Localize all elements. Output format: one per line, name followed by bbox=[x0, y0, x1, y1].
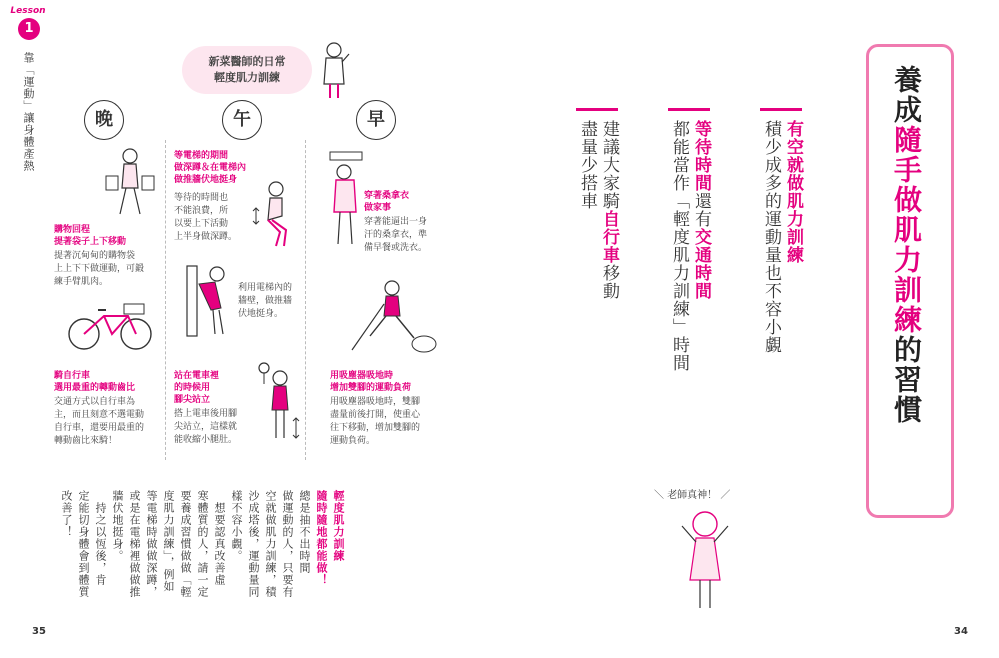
speech-bubble bbox=[182, 46, 312, 94]
essay-line: 寒體質的人，請一定 bbox=[196, 490, 209, 598]
essay bbox=[58, 490, 347, 620]
essay-line: 做運動的人，只要有 bbox=[281, 490, 294, 598]
girl-illustration bbox=[676, 508, 734, 614]
squat-illustration bbox=[250, 180, 296, 252]
noon-marker: 午 bbox=[222, 100, 262, 140]
essay-heading2: 隨時隨地都能做！ bbox=[315, 490, 328, 586]
column-bar bbox=[668, 108, 710, 111]
point1-bold: 有空就做肌力訓練 bbox=[783, 120, 803, 264]
title-box bbox=[866, 44, 954, 518]
divider bbox=[305, 140, 306, 460]
divider bbox=[165, 140, 166, 460]
point3-rest: 移動 bbox=[599, 264, 619, 300]
point-column-1 bbox=[760, 120, 804, 410]
bike-caption: 騎自行車 選用最重的轉動齒比 bbox=[54, 371, 136, 393]
title-highlight: 隨手做肌力訓練 bbox=[890, 125, 923, 335]
doctor-illustration bbox=[316, 40, 352, 102]
sauna-coat-illustration bbox=[326, 150, 366, 250]
elevator-desc: 等待的時間也 不能浪費，所 以要上下活動 上半身做深蹲。 bbox=[174, 193, 238, 242]
essay-line: 要養成習慣做做「輕 bbox=[179, 490, 192, 598]
bicycle-illustration bbox=[66, 296, 154, 352]
title-part1: 養成 bbox=[890, 65, 923, 125]
essay-heading1: 輕度肌力訓練 bbox=[332, 490, 345, 562]
bubble-line2: 輕度肌力訓練 bbox=[214, 71, 280, 84]
page-number-left: 35 bbox=[32, 626, 46, 637]
essay-line: 樣不容小覷。 bbox=[230, 490, 243, 562]
shopping-desc: 提著沉甸甸的購物袋 上上下下做運動，可鍛 練手臂肌肉。 bbox=[54, 251, 145, 287]
vacuum-desc: 用吸塵器吸地時，雙腳 盡量前後打開，使重心 往下移動，增加雙腳的 運動負荷。 bbox=[330, 397, 421, 446]
side-title: 靠「運動」讓身體產熱 bbox=[22, 52, 35, 172]
point2-bold-a: 等待時間 bbox=[691, 120, 711, 192]
morning-marker: 早 bbox=[356, 100, 396, 140]
elevator-caption: 等電梯的期間 做深蹲＆在電梯內 做推牆伏地挺身 bbox=[174, 151, 247, 185]
point2-rest: 都能當作「輕度肌力訓練」時間 bbox=[669, 120, 689, 372]
vacuum-caption: 用吸塵器吸地時 增加雙腳的運動負荷 bbox=[330, 371, 412, 393]
essay-line: 空就做肌力訓練，積 bbox=[264, 490, 277, 598]
wall-pushup-illustration bbox=[185, 262, 235, 340]
essay-line: 等電梯時做做深蹲， bbox=[145, 490, 158, 598]
coat-desc: 穿著能逼出一身 汗的桑拿衣，準 備早餐或洗衣。 bbox=[364, 217, 428, 253]
tiptoe-illustration bbox=[254, 360, 302, 446]
essay-line: 度肌力訓練」，例如 bbox=[162, 490, 175, 593]
page-title bbox=[889, 65, 923, 425]
coat-caption: 穿著桑拿衣 做家事 bbox=[364, 191, 410, 213]
bubble-line1: 新菜醫師的日常 bbox=[208, 55, 286, 68]
point1-rest: 積少成多的運動量也不容小覷 bbox=[761, 120, 781, 354]
essay-line: 總是抽不出時間 bbox=[298, 490, 311, 574]
point3-line2: 盡量少搭車 bbox=[577, 120, 597, 210]
tram-caption: 站在電車裡 的時候用 腳尖站立 bbox=[174, 371, 220, 405]
essay-line: 或是在電梯裡做做推 bbox=[128, 490, 141, 598]
essay-line: 想要認真改善虛 bbox=[213, 490, 226, 586]
shopping-caption: 購物回程 提著袋子上下移動 bbox=[54, 225, 127, 247]
point3-pre: 建議大家騎 bbox=[599, 120, 619, 210]
essay-line: 持之以恆後，肯 bbox=[94, 490, 107, 586]
essay-line: 沙成塔後，運動量同 bbox=[247, 490, 260, 598]
lesson-word: Lesson bbox=[10, 6, 46, 16]
evening-marker: 晚 bbox=[84, 100, 124, 140]
point-column-3 bbox=[576, 120, 620, 410]
essay-line: 牆伏地挺身。 bbox=[111, 490, 124, 562]
exclaim-label: 老師真神！ bbox=[667, 490, 718, 501]
essay-line: 定能切身體會到體質 bbox=[77, 490, 90, 598]
exclaim-text: ＼ 老師真神！ ／ bbox=[654, 490, 731, 501]
column-bar bbox=[760, 108, 802, 111]
point3-bold: 自行車 bbox=[599, 210, 619, 264]
wall-push-desc: 利用電梯內的 牆壁，做推牆 伏地挺身。 bbox=[238, 283, 293, 319]
tram-desc: 搭上電車後用腳 尖站立，這樣就 能收縮小腿肚。 bbox=[174, 409, 238, 445]
page-number-right: 34 bbox=[954, 626, 968, 637]
column-bar bbox=[576, 108, 618, 111]
lesson-number: 1 bbox=[18, 18, 40, 40]
bike-desc: 交通方式以自行車為 主，而且刻意不選電動 自行車，還要用最重的 轉動齒比來騎！ bbox=[54, 397, 145, 446]
essay-line: 改善了！ bbox=[60, 490, 73, 538]
point2-bold-b: 交通時間 bbox=[691, 228, 711, 300]
vacuum-illustration bbox=[340, 278, 440, 356]
point2-mid: 還有 bbox=[691, 192, 711, 228]
lesson-badge bbox=[8, 6, 48, 46]
shopping-illustration bbox=[100, 148, 160, 218]
title-part2: 的習慣 bbox=[890, 335, 923, 425]
point-column-2 bbox=[668, 120, 712, 410]
